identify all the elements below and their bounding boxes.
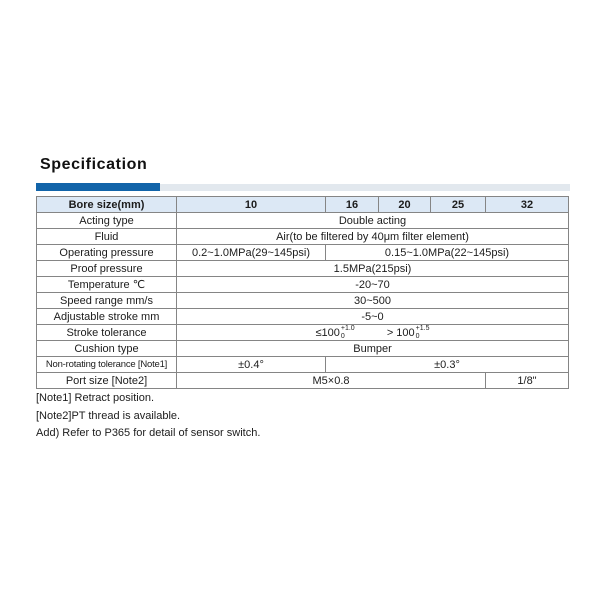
value-port-size-32: 1/8" [486,373,569,389]
row-label-cushion-type: Cushion type [37,341,177,357]
table-row-speed-range [37,293,569,309]
table-row-proof-pressure [37,261,569,277]
value-adjustable-stroke: -5~0 [177,309,569,325]
row-label-stroke-tolerance: Stroke tolerance [37,325,177,341]
value-acting-type: Double acting [177,213,569,229]
table-row-acting-type [37,213,569,229]
value-temperature: -20~70 [177,277,569,293]
row-label-adjustable-stroke: Adjustable stroke mm [37,309,177,325]
accent-bar-dark [36,183,160,191]
table-row-operating-pressure [37,245,569,261]
value-speed-range: 30~500 [177,293,569,309]
table-row-non-rotating [37,357,569,373]
table-row-port-size [37,373,569,389]
table-row-adjustable-stroke [37,309,569,325]
value-cushion-type: Bumper [177,341,569,357]
value-fluid: Air(to be filtered by 40μm filter element) [177,229,569,245]
footnotes [36,390,260,443]
row-label-port-size: Port size [Note2] [37,373,177,389]
footnote-1: [Note1] Retract position. [36,392,155,404]
table-row-fluid [37,229,569,245]
header-col-20: 20 [379,197,431,213]
value-stroke-tolerance [177,325,569,341]
footnote-2: [Note2]PT thread is available. [36,409,181,422]
row-label-fluid: Fluid [37,229,177,245]
row-label-non-rotating: Non-rotating tolerance [Note1] [37,357,177,373]
row-label-speed-range: Speed range mm/s [37,293,177,309]
row-label-temperature: Temperature ℃ [37,277,177,293]
header-col-10: 10 [177,197,326,213]
value-operating-pressure-10: 0.2~1.0MPa(29~145psi) [177,245,326,261]
header-bore-size: Bore size(mm) [37,197,177,213]
header-col-25: 25 [431,197,486,213]
table-row-cushion-type [37,341,569,357]
value-non-rotating-10: ±0.4° [177,357,326,373]
header-col-16: 16 [326,197,379,213]
footnote-3: Add) Refer to P365 for detail of sensor switch. [36,427,261,439]
specification-table [36,196,569,389]
accent-bar-light [160,184,570,191]
value-non-rotating-16-32: ±0.3° [326,357,569,373]
title-accent-bar [36,183,570,191]
table-row-stroke-tolerance [37,325,569,341]
row-label-operating-pressure: Operating pressure [37,245,177,261]
row-label-acting-type: Acting type [37,213,177,229]
table-row-temperature [37,277,569,293]
stroke-tolerance-le: ≤100 +1.0 0 [315,325,355,340]
header-col-32: 32 [486,197,569,213]
value-operating-pressure-16-32: 0.15~1.0MPa(22~145psi) [326,245,569,261]
page-title: Specification [40,156,148,173]
table-header-row [37,197,569,213]
stroke-tolerance-gt: > 100 +1.5 0 [386,325,430,340]
row-label-proof-pressure: Proof pressure [37,261,177,277]
value-port-size-10-25: M5×0.8 [177,373,486,389]
value-proof-pressure: 1.5MPa(215psi) [177,261,569,277]
